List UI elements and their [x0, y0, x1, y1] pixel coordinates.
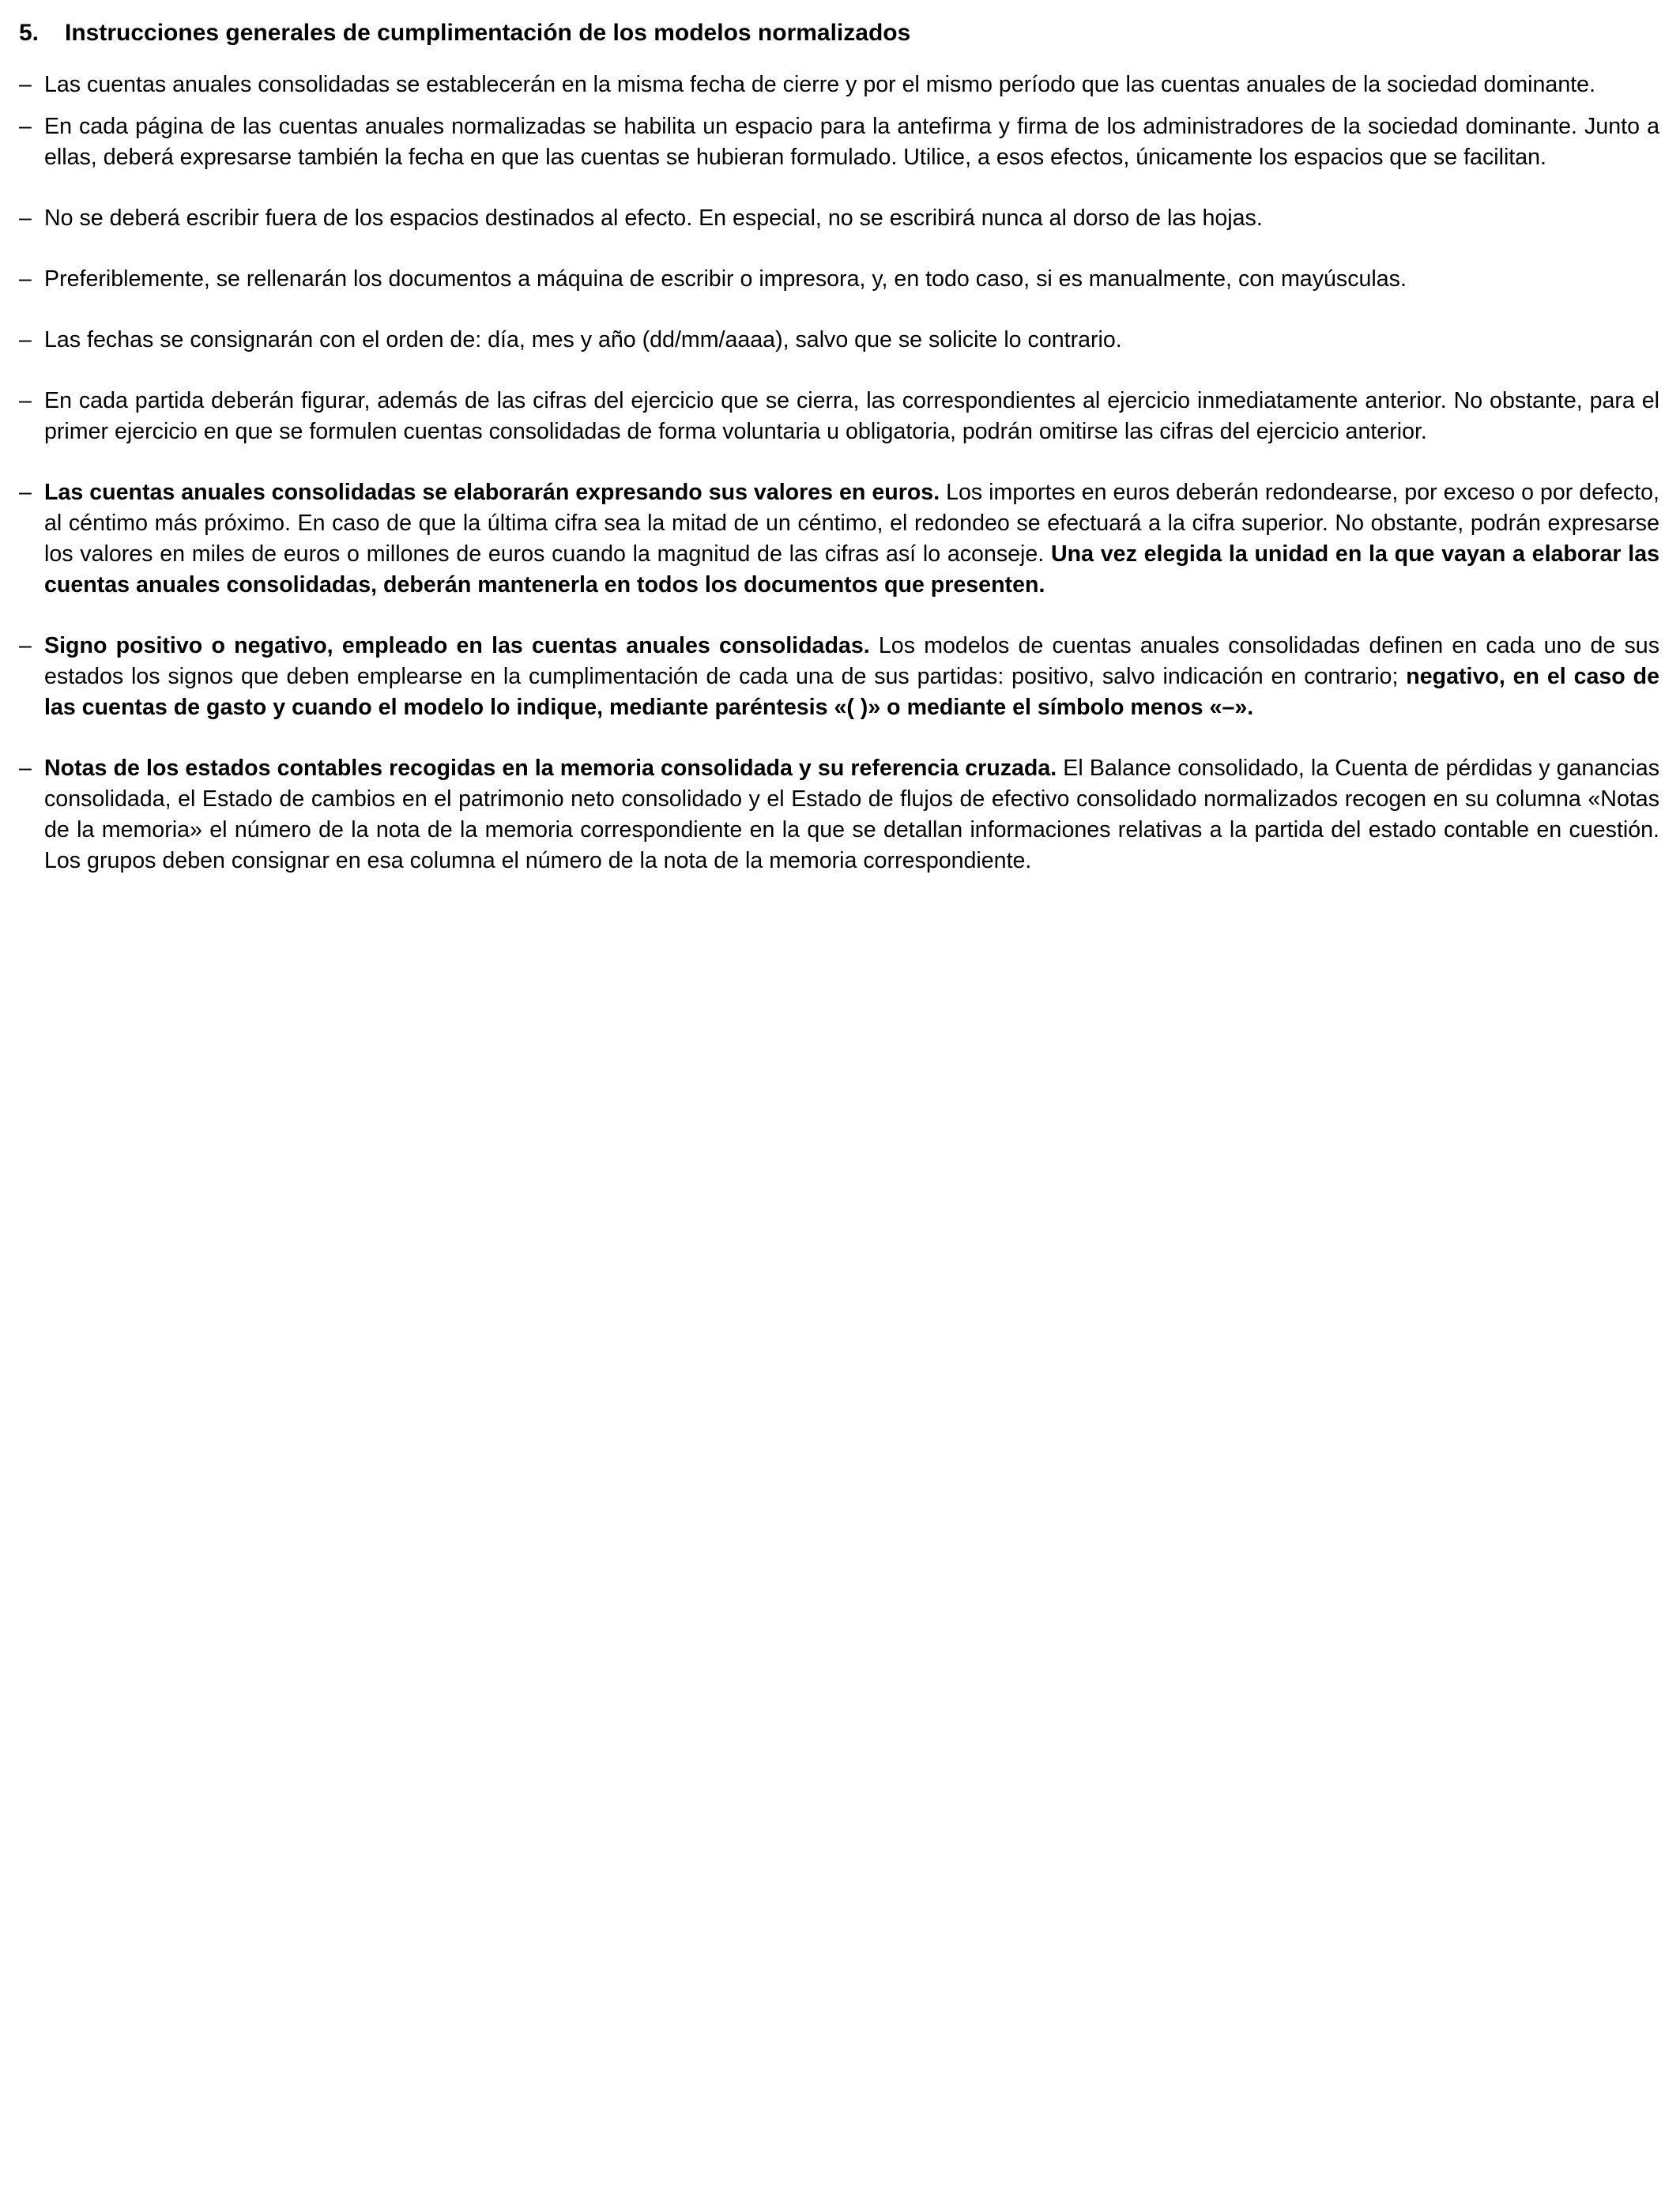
list-dash: – [19, 72, 32, 97]
list-dash: – [19, 114, 32, 139]
item-tail-bold: negativo, en el caso de las cuentas de gasto y cuando el modelo lo indique, mediante paréntesis «( )» o mediante el símbolo menos «–». [44, 664, 1659, 720]
list-item [19, 325, 1659, 356]
list-dash: – [19, 327, 32, 352]
list-item [19, 386, 1659, 447]
list-item [19, 753, 1659, 876]
item-text [44, 477, 1659, 601]
item-body: El Balance consolidado, la Cuenta de pérdidas y ganancias consolidada, el Estado de cambios en el patrimonio neto consolidado y el Estado de flujos de efectivo consolidado normalizados recogen en su columna «Notas de la memoria» el número de la nota de la memoria correspondiente en la que se detallan informaciones relativas a la partida del estado contable en cuestión. Los grupos deben consignar en esa columna el número de la nota de la memoria correspondiente. [44, 756, 1659, 873]
item-text: Preferiblemente, se rellenarán los documentos a máquina de escribir o impresora, y, en todo caso, si es manualmente, con mayúsculas. [44, 266, 1407, 292]
list-item [19, 70, 1659, 100]
item-lead-bold: Notas de los estados contables recogidas en la memoria consolidada y su referencia cruzada. [44, 756, 1057, 781]
item-body: Los modelos de cuentas anuales consolidadas definen en cada uno de sus estados los signos que deben emplearse en la cumplimentación de cada una de sus partidas: positivo, salvo indicación en contrario; [44, 633, 1659, 689]
section-title: Instrucciones generales de cumplimentación de los modelos normalizados [65, 20, 911, 46]
item-text [44, 631, 1659, 723]
item-text: No se deberá escribir fuera de los espacios destinados al efecto. En especial, no se escribirá nunca al dorso de las hojas. [44, 205, 1263, 231]
item-text [44, 753, 1659, 876]
document-page [19, 17, 1659, 876]
list-dash: – [19, 756, 32, 781]
item-text: En cada página de las cuentas anuales normalizadas se habilita un espacio para la antefirma y firma de los administradores de la sociedad dominante. Junto a ellas, deberá expresarse también la fecha en que las cuentas se hubieran formulado. Utilice, a esos efectos, únicamente los espacios que se facilitan. [44, 114, 1659, 170]
item-text: Las cuentas anuales consolidadas se establecerán en la misma fecha de cierre y por el mismo período que las cuentas anuales de la sociedad dominante. [44, 72, 1596, 97]
item-tail-bold: Una vez elegida la unidad en la que vayan a elaborar las cuentas anuales consolidadas, deberán mantenerla en todos los documentos que presenten. [44, 541, 1659, 598]
list-item [19, 264, 1659, 295]
section-number: 5. [19, 20, 40, 46]
list-dash: – [19, 480, 32, 505]
list-dash: – [19, 266, 32, 292]
item-body: Los importes en euros deberán redondearse, por exceso o por defecto, al céntimo más próximo. En caso de que la última cifra sea la mitad de un céntimo, el redondeo se efectuará a la cifra superior. No obstante, podrán expresarse los valores en miles de euros o millones de euros cuando la magnitud de las cifras así lo aconseje. [44, 480, 1659, 567]
item-text: En cada partida deberán figurar, además de las cifras del ejercicio que se cierra, las correspondientes al ejercicio inmediatamente anterior. No obstante, para el primer ejercicio en que se formulen cuentas consolidadas de forma voluntaria u obligatoria, podrán omitirse las cifras del ejercicio anterior. [44, 388, 1659, 444]
list-dash: – [19, 205, 32, 231]
list-item [19, 631, 1659, 723]
section-heading [19, 17, 1659, 49]
list-item [19, 477, 1659, 601]
instructions-list [19, 70, 1659, 876]
list-dash: – [19, 388, 32, 413]
item-lead-bold: Las cuentas anuales consolidadas se elaborarán expresando sus valores en euros. [44, 480, 940, 505]
list-item [19, 111, 1659, 173]
list-item [19, 203, 1659, 234]
item-lead-bold: Signo positivo o negativo, empleado en las cuentas anuales consolidadas. [44, 633, 870, 658]
list-dash: – [19, 633, 32, 658]
item-text: Las fechas se consignarán con el orden de: día, mes y año (dd/mm/aaaa), salvo que se solicite lo contrario. [44, 327, 1122, 352]
